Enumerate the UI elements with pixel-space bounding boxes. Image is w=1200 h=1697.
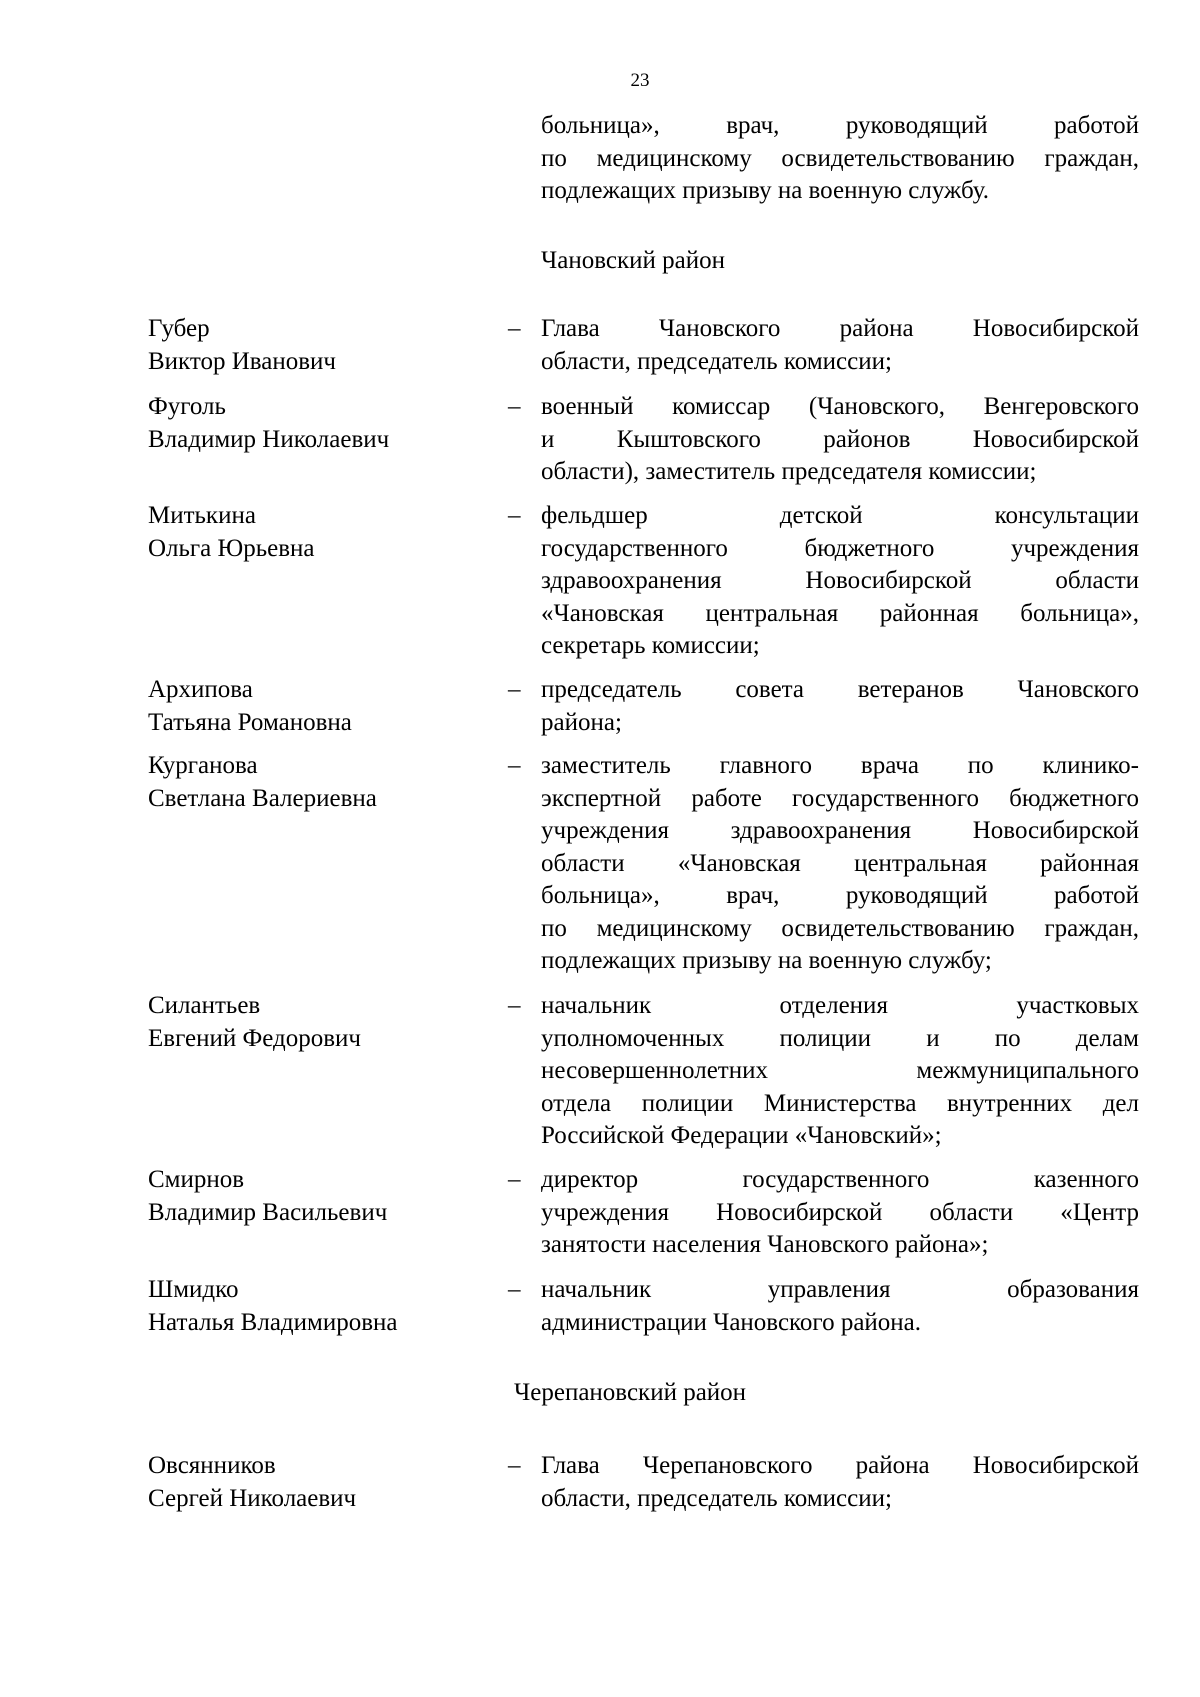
member-given-names: Владимир Васильевич <box>148 1198 388 1226</box>
member-role-line: военный комиссар (Чановского, Венгеровского <box>541 393 1139 420</box>
member-role <box>541 1274 1139 1339</box>
member-given-names: Виктор Иванович <box>148 347 336 375</box>
member-name <box>148 990 488 1055</box>
member-role <box>541 500 1139 663</box>
member-given-names: Владимир Николаевич <box>148 425 390 453</box>
member-role-line: области «Чановская центральная районная <box>541 849 1139 877</box>
member-role <box>541 1450 1139 1515</box>
member-dash: – <box>508 1276 521 1303</box>
member-role-line: начальник управления образования <box>541 1276 1139 1303</box>
member-role-line: уполномоченных полиции и по делам <box>541 1024 1139 1052</box>
member-name <box>148 1164 488 1229</box>
member-role <box>541 674 1139 739</box>
member-name <box>148 391 488 456</box>
member-role-line: отдела полиции Министерства внутренних дел <box>541 1089 1139 1117</box>
member-name <box>148 313 488 378</box>
page-number: 23 <box>630 70 650 91</box>
member-surname: Фуголь <box>148 393 226 420</box>
member-role <box>541 391 1139 489</box>
member-surname: Курганова <box>148 752 258 779</box>
member-role <box>541 313 1139 378</box>
member-role-line: подлежащих призыву на военную службу; <box>541 947 992 974</box>
member-surname: Смирнов <box>148 1166 245 1193</box>
member-given-names: Светлана Валериевна <box>148 784 377 812</box>
member-role-line: экспертной работе государственного бюджетного <box>541 784 1139 812</box>
member-surname: Шмидко <box>148 1276 239 1303</box>
continuation-line: подлежащих призыву на военную службу. <box>541 177 989 204</box>
member-role-line: учреждения Новосибирской области «Центр <box>541 1198 1139 1226</box>
member-role-line: и Кыштовского районов Новосибирской <box>541 425 1139 453</box>
member-role-line: несовершеннолетних межмуниципального <box>541 1057 1139 1084</box>
member-role-line: начальник отделения участковых <box>541 992 1139 1019</box>
member-role-line: администрации Чановского района. <box>541 1308 922 1336</box>
continuation-line: по медицинскому освидетельствованию граждан, <box>541 144 1139 172</box>
member-role-line: здравоохранения Новосибирской области <box>541 567 1139 594</box>
member-surname: Овсянников <box>148 1452 276 1479</box>
section-title-chanovsky: Чановский район <box>541 247 725 274</box>
member-role-line: Российской Федерации «Чановский»; <box>541 1122 942 1149</box>
member-name <box>148 500 488 565</box>
member-role <box>541 990 1139 1153</box>
member-role <box>541 1164 1139 1262</box>
member-role-line: учреждения здравоохранения Новосибирской <box>541 817 1139 844</box>
member-surname: Архипова <box>148 676 253 703</box>
member-surname: Губер <box>148 315 210 342</box>
member-role-line: председатель совета ветеранов Чановского <box>541 676 1139 703</box>
member-dash: – <box>508 676 521 703</box>
member-dash: – <box>508 752 521 779</box>
member-given-names: Евгений Федорович <box>148 1024 361 1052</box>
member-role-line: «Чановская центральная районная больница», <box>541 599 1139 627</box>
member-dash: – <box>508 315 521 342</box>
member-dash: – <box>508 502 521 529</box>
member-given-names: Наталья Владимировна <box>148 1308 398 1336</box>
member-role-line: государственного бюджетного учреждения <box>541 534 1139 562</box>
member-role-line: секретарь комиссии; <box>541 632 760 659</box>
member-name <box>148 750 488 815</box>
member-role-line: области), заместитель председателя комиссии; <box>541 458 1037 485</box>
member-name <box>148 674 488 739</box>
continuation-line: больница», врач, руководящий работой <box>541 112 1139 139</box>
member-role-line: района; <box>541 708 622 736</box>
member-name <box>148 1450 488 1515</box>
member-role-line: Глава Чановского района Новосибирской <box>541 315 1139 342</box>
member-given-names: Татьяна Романовна <box>148 708 352 736</box>
member-role-line: заместитель главного врача по клинико- <box>541 752 1139 779</box>
member-given-names: Сергей Николаевич <box>148 1484 357 1512</box>
section-title-cherepanovsky: Черепановский район <box>514 1379 747 1406</box>
member-role-line: больница», врач, руководящий работой <box>541 882 1139 909</box>
member-role-line: области, председатель комиссии; <box>541 1484 892 1512</box>
member-dash: – <box>508 992 521 1019</box>
member-role-line: фельдшер детской консультации <box>541 502 1139 529</box>
member-dash: – <box>508 1452 521 1479</box>
continuation-text <box>541 110 1139 208</box>
member-surname: Митькина <box>148 502 256 529</box>
member-role <box>541 750 1139 978</box>
member-role-line: по медицинскому освидетельствованию граждан, <box>541 914 1139 942</box>
member-surname: Силантьев <box>148 992 261 1019</box>
member-role-line: области, председатель комиссии; <box>541 347 892 375</box>
member-given-names: Ольга Юрьевна <box>148 534 315 562</box>
member-dash: – <box>508 393 521 420</box>
member-dash: – <box>508 1166 521 1193</box>
member-role-line: занятости населения Чановского района»; <box>541 1231 989 1258</box>
member-name <box>148 1274 488 1339</box>
member-role-line: Глава Черепановского района Новосибирской <box>541 1452 1139 1479</box>
member-role-line: директор государственного казенного <box>541 1166 1139 1193</box>
